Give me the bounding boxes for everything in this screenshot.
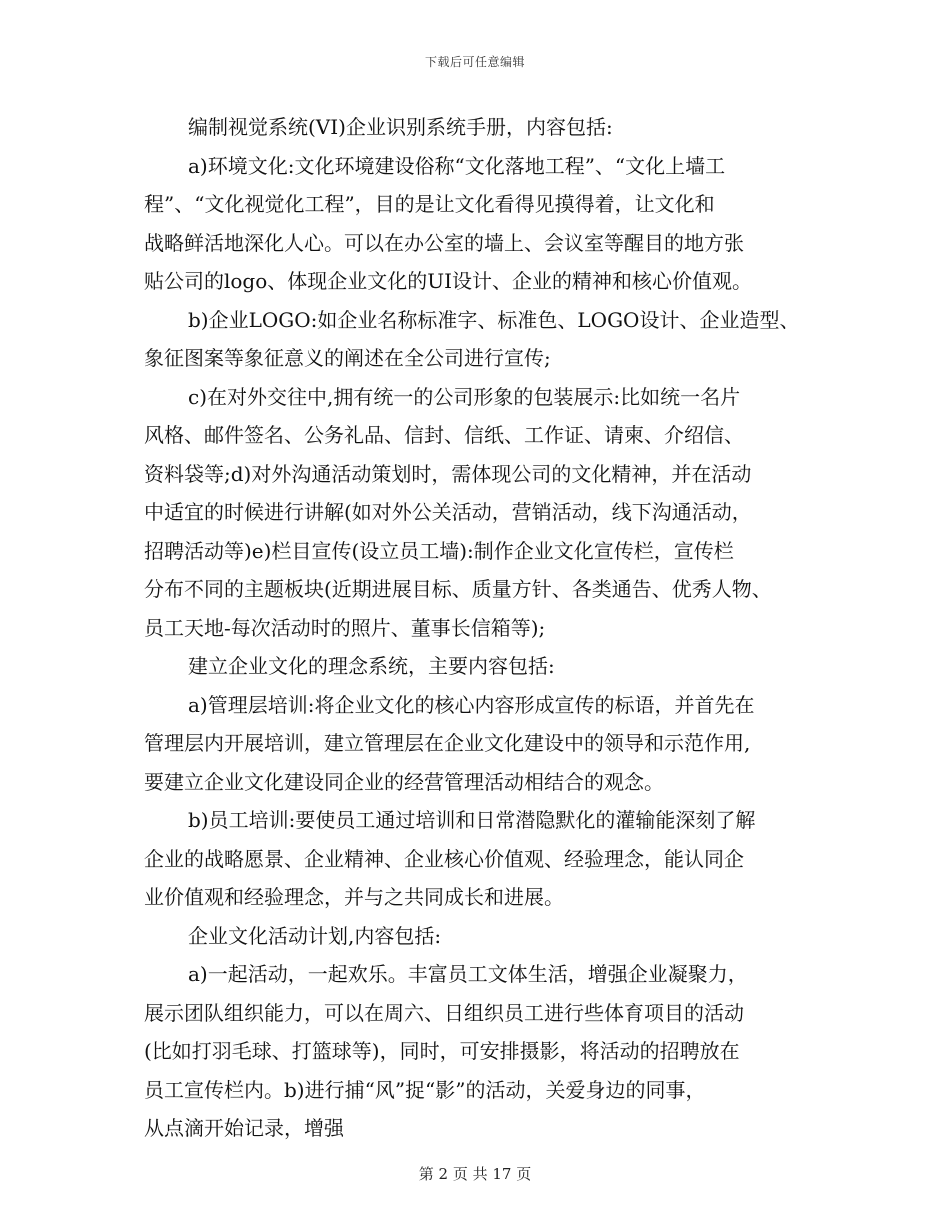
text-line: 企业文化活动计划,内容包括: (188, 923, 442, 948)
text-line: 业价值观和经验理念，并与之共同成长和进展。 (144, 885, 564, 909)
text-line: 战略鲜活地深化人心。可以在办公室的墙上、会议室等醒目的地方张 (144, 230, 744, 255)
text-line: 象征图案等象征意义的阐述在全公司进行宣传; (144, 346, 551, 370)
text-line: 企业的战略愿景、企业精神、企业核心价值观、经验理念，能认同企 (144, 846, 744, 871)
text-line: 编制视觉系统(VI)企业识别系统手册，内容包括: (188, 115, 613, 139)
text-line: 资料袋等;d)对外沟通活动策划时，需体现公司的文化精神，并在活动 (144, 461, 752, 486)
paragraph-environment-culture (144, 147, 824, 301)
text-line: 建立企业文化的理念系统，主要内容包括: (188, 654, 555, 678)
paragraph-staff-training (144, 801, 824, 917)
text-line: 贴公司的logo、体现企业文化的UI设计、企业的精神和核心价值观。 (144, 269, 753, 293)
text-line: 员工宣传栏内。b)进行捕“风”捉“影”的活动，关爱身边的同事， (144, 1077, 706, 1102)
text-line: a)管理层培训:将企业文化的核心内容形成宣传的标语，并首先在 (188, 692, 755, 717)
text-line: (比如打羽毛球、打篮球等)，同时，可安排摄影，将活动的招聘放在 (144, 1039, 740, 1063)
text-line: 管理层内开展培训，建立管理层在企业文化建设中的领导和示范作用, (144, 731, 751, 755)
paragraph-concept-system (144, 647, 824, 686)
text-line: a)一起活动，一起欢乐。丰富员工文体生活，增强企业凝聚力， (188, 962, 748, 986)
text-line: 程”、“文化视觉化工程”，目的是让文化看得见摸得着，让文化和 (144, 192, 715, 216)
text-line: 分布不同的主题板块(近期进展目标、质量方针、各类通告、优秀人物、 (144, 577, 772, 601)
text-line: 要建立企业文化建设同企业的经营管理活动相结合的观念。 (144, 769, 664, 794)
text-line: 风格、邮件签名、公务礼品、信封、信纸、工作证、请柬、介绍信、 (144, 423, 744, 447)
paragraph-vi-intro (144, 108, 824, 147)
page-number: 第 2 页 共 17 页 (418, 1165, 532, 1183)
paragraph-activity-plan (144, 917, 824, 956)
text-line: 从点滴开始记录，增强 (144, 1116, 344, 1140)
document-body (144, 108, 824, 1148)
paragraph-external-image (144, 378, 824, 648)
text-line: 展示团队组织能力，可以在周六、日组织员工进行些体育项目的活动 (144, 1000, 744, 1025)
text-line: b)员工培训:要使员工通过培训和日常潜隐默化的灌输能深刻了解 (188, 808, 756, 832)
text-line: 员工天地-每次活动时的照片、董事长信箱等); (144, 615, 546, 640)
paragraph-management-training (144, 686, 824, 802)
text-line: c)在对外交往中,拥有统一的公司形象的包装展示:比如统一名片 (188, 384, 741, 409)
header-note: 下载后可任意编辑 (424, 55, 525, 69)
paragraph-activities (144, 955, 824, 1148)
text-line: 招聘活动等)e)栏目宣传(设立员工墙):制作企业文化宣传栏，宣传栏 (144, 538, 734, 563)
text-line: a)环境文化:文化环境建设俗称“文化落地工程”、“文化上墙工 (188, 153, 726, 178)
text-line: b)企业LOGO:如企业名称标准字、标准色、LOGO设计、企业造型、 (188, 307, 800, 332)
paragraph-enterprise-logo (144, 301, 824, 378)
text-line: 中适宜的时候进行讲解(如对外公关活动，营销活动，线下沟通活动， (144, 500, 752, 524)
